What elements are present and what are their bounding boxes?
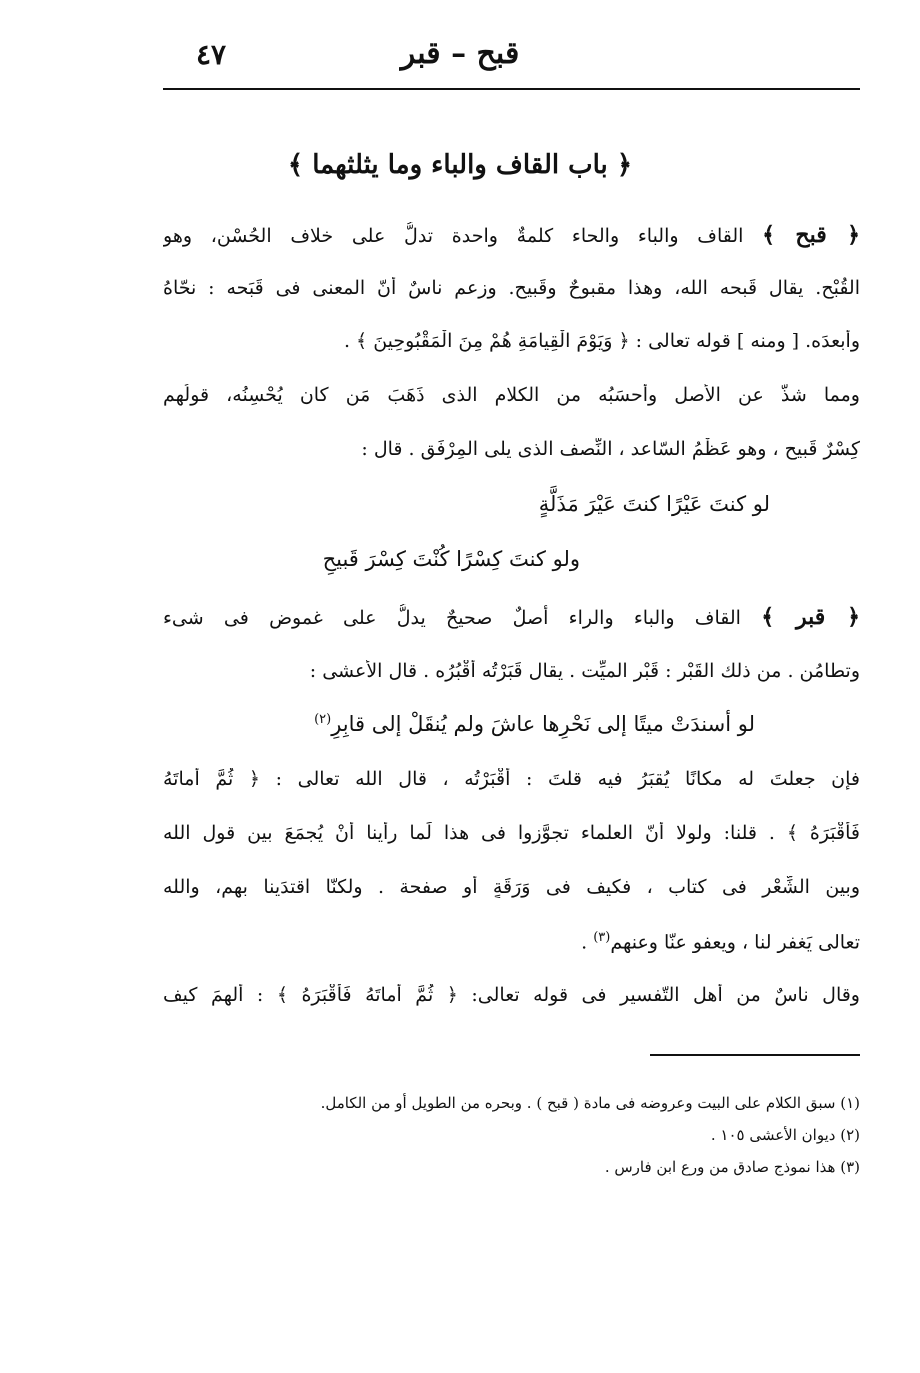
poem-verse-2: ولو كنتَ كِسْرًا كُنْتَ كِسْرَ قَبيحِ bbox=[322, 547, 580, 571]
entry-qbr-line-3: فإن جعلتَ له مكانًا يُقبَرُ فيه قلتَ : أقْبَرْتُه ، قال الله تعالى : ﴿ ثُمَّ أماتَهُ bbox=[163, 768, 860, 790]
footnote-rule bbox=[650, 1054, 860, 1056]
entry-qbr-line-7: وقال ناسٌ من أهل التّفسير فى قوله تعالى: ﴿ ثُمَّ أماتَهُ فَأقْبَرَهُ ﴾ : ألهمَ كيف bbox=[163, 984, 860, 1006]
entry-qbr-line-4: فَأقْبَرَهُ ﴾ . قلنا: ولولا أنّ العلماء تجوَّزوا فى هذا لَما رأينا أنْ يُجمَعَ بين قول الله bbox=[163, 822, 860, 844]
page-number: ٤٧ bbox=[196, 38, 227, 71]
entry-qbr-line-6: تعالى يَغفر لنا ، ويعفو عنّا وعنهم$^{(٣)}$ . bbox=[581, 930, 860, 954]
entry-qbh-line-4: ومما شذّ عن الأصل وأحسَبُه من الكلام الذى ذَهَبَ مَن كان يُحْسِنُه، قولُهم bbox=[163, 384, 860, 406]
poem-verse-3: لو أسندَتْ ميتًا إلى نَحْرِها عاشَ ولم يُنقَلْ إلى قابِرِ$^{(٢)}$ bbox=[314, 712, 755, 736]
section-heading: ﴿ باب القاف والباء وما يثلثهما ﴾ bbox=[287, 150, 633, 180]
poem-verse-1: لو كنتَ عَيْرًا كنتَ عَيْرَ مَذَلَّةٍ bbox=[538, 492, 770, 516]
running-title: قبح – قبر bbox=[400, 36, 520, 71]
footnote-1: (١) سبق الكلام على البيت وعروضه فى مادة ( قبح ) . وبحره من الطويل أو من الكامل. bbox=[320, 1094, 860, 1112]
entry-qbr-line-1: ﴿ قبر ﴾ القاف والباء والراء أصلٌ صحيحٌ يدلُّ على غموضٍ فى شىء bbox=[163, 604, 860, 630]
footnote-ref-2: (٢) bbox=[314, 712, 332, 727]
entry-headword-qbr: ﴿ قبر ﴾ bbox=[761, 604, 860, 630]
entry-qbh-line-3: وأبعدَه. [ ومنه ] قوله تعالى : ﴿ وَيَوْمَ الْقِيامَةِ هُمْ مِنَ الْمَقْبُوحِينَ ﴾ . bbox=[343, 330, 860, 352]
footnote-3: (٣) هذا نموذج صادق من ورع ابن فارس . bbox=[604, 1158, 860, 1176]
entry-qbh-line-5: كِسْرٌ قَبيحٍ ، وهو عَظْمُ السّاعد ، النِّصف الذى يلى المِرْفَق . قال : bbox=[361, 438, 860, 460]
entry-qbr-line-5: وبين الشِّعْر فى كتاب ، فكيف فى وَرَقَةٍ أو صفحة . ولكنّا اقتدَينا بهم، والله bbox=[163, 876, 860, 898]
header-rule bbox=[163, 88, 860, 90]
entry-headword-qbh: ﴿ قبح ﴾ bbox=[762, 222, 860, 248]
entry-qbh-line-2: القُبْح. يقال قَبحه الله، وهذا مقبوحٌ وقَبيح. وزعم ناسٌ أنّ المعنى فى قَبَحه : نحّاهُ bbox=[163, 277, 860, 299]
entry-qbh-line-1: ﴿ قبح ﴾ القاف والباء والحاء كلمةٌ واحدة تدلُّ على خلاف الحُسْن، وهو bbox=[163, 222, 860, 248]
footnote-ref-3: (٣) bbox=[593, 930, 611, 945]
entry-qbr-line-2: وتطامُن . من ذلك القَبْر : قَبْر الميِّت . يقال قَبَرْتُه أقْبُرُه . قال الأعشى : bbox=[309, 660, 860, 682]
footnote-2: (٢) ديوان الأعشى ١٠٥ . bbox=[710, 1126, 860, 1144]
